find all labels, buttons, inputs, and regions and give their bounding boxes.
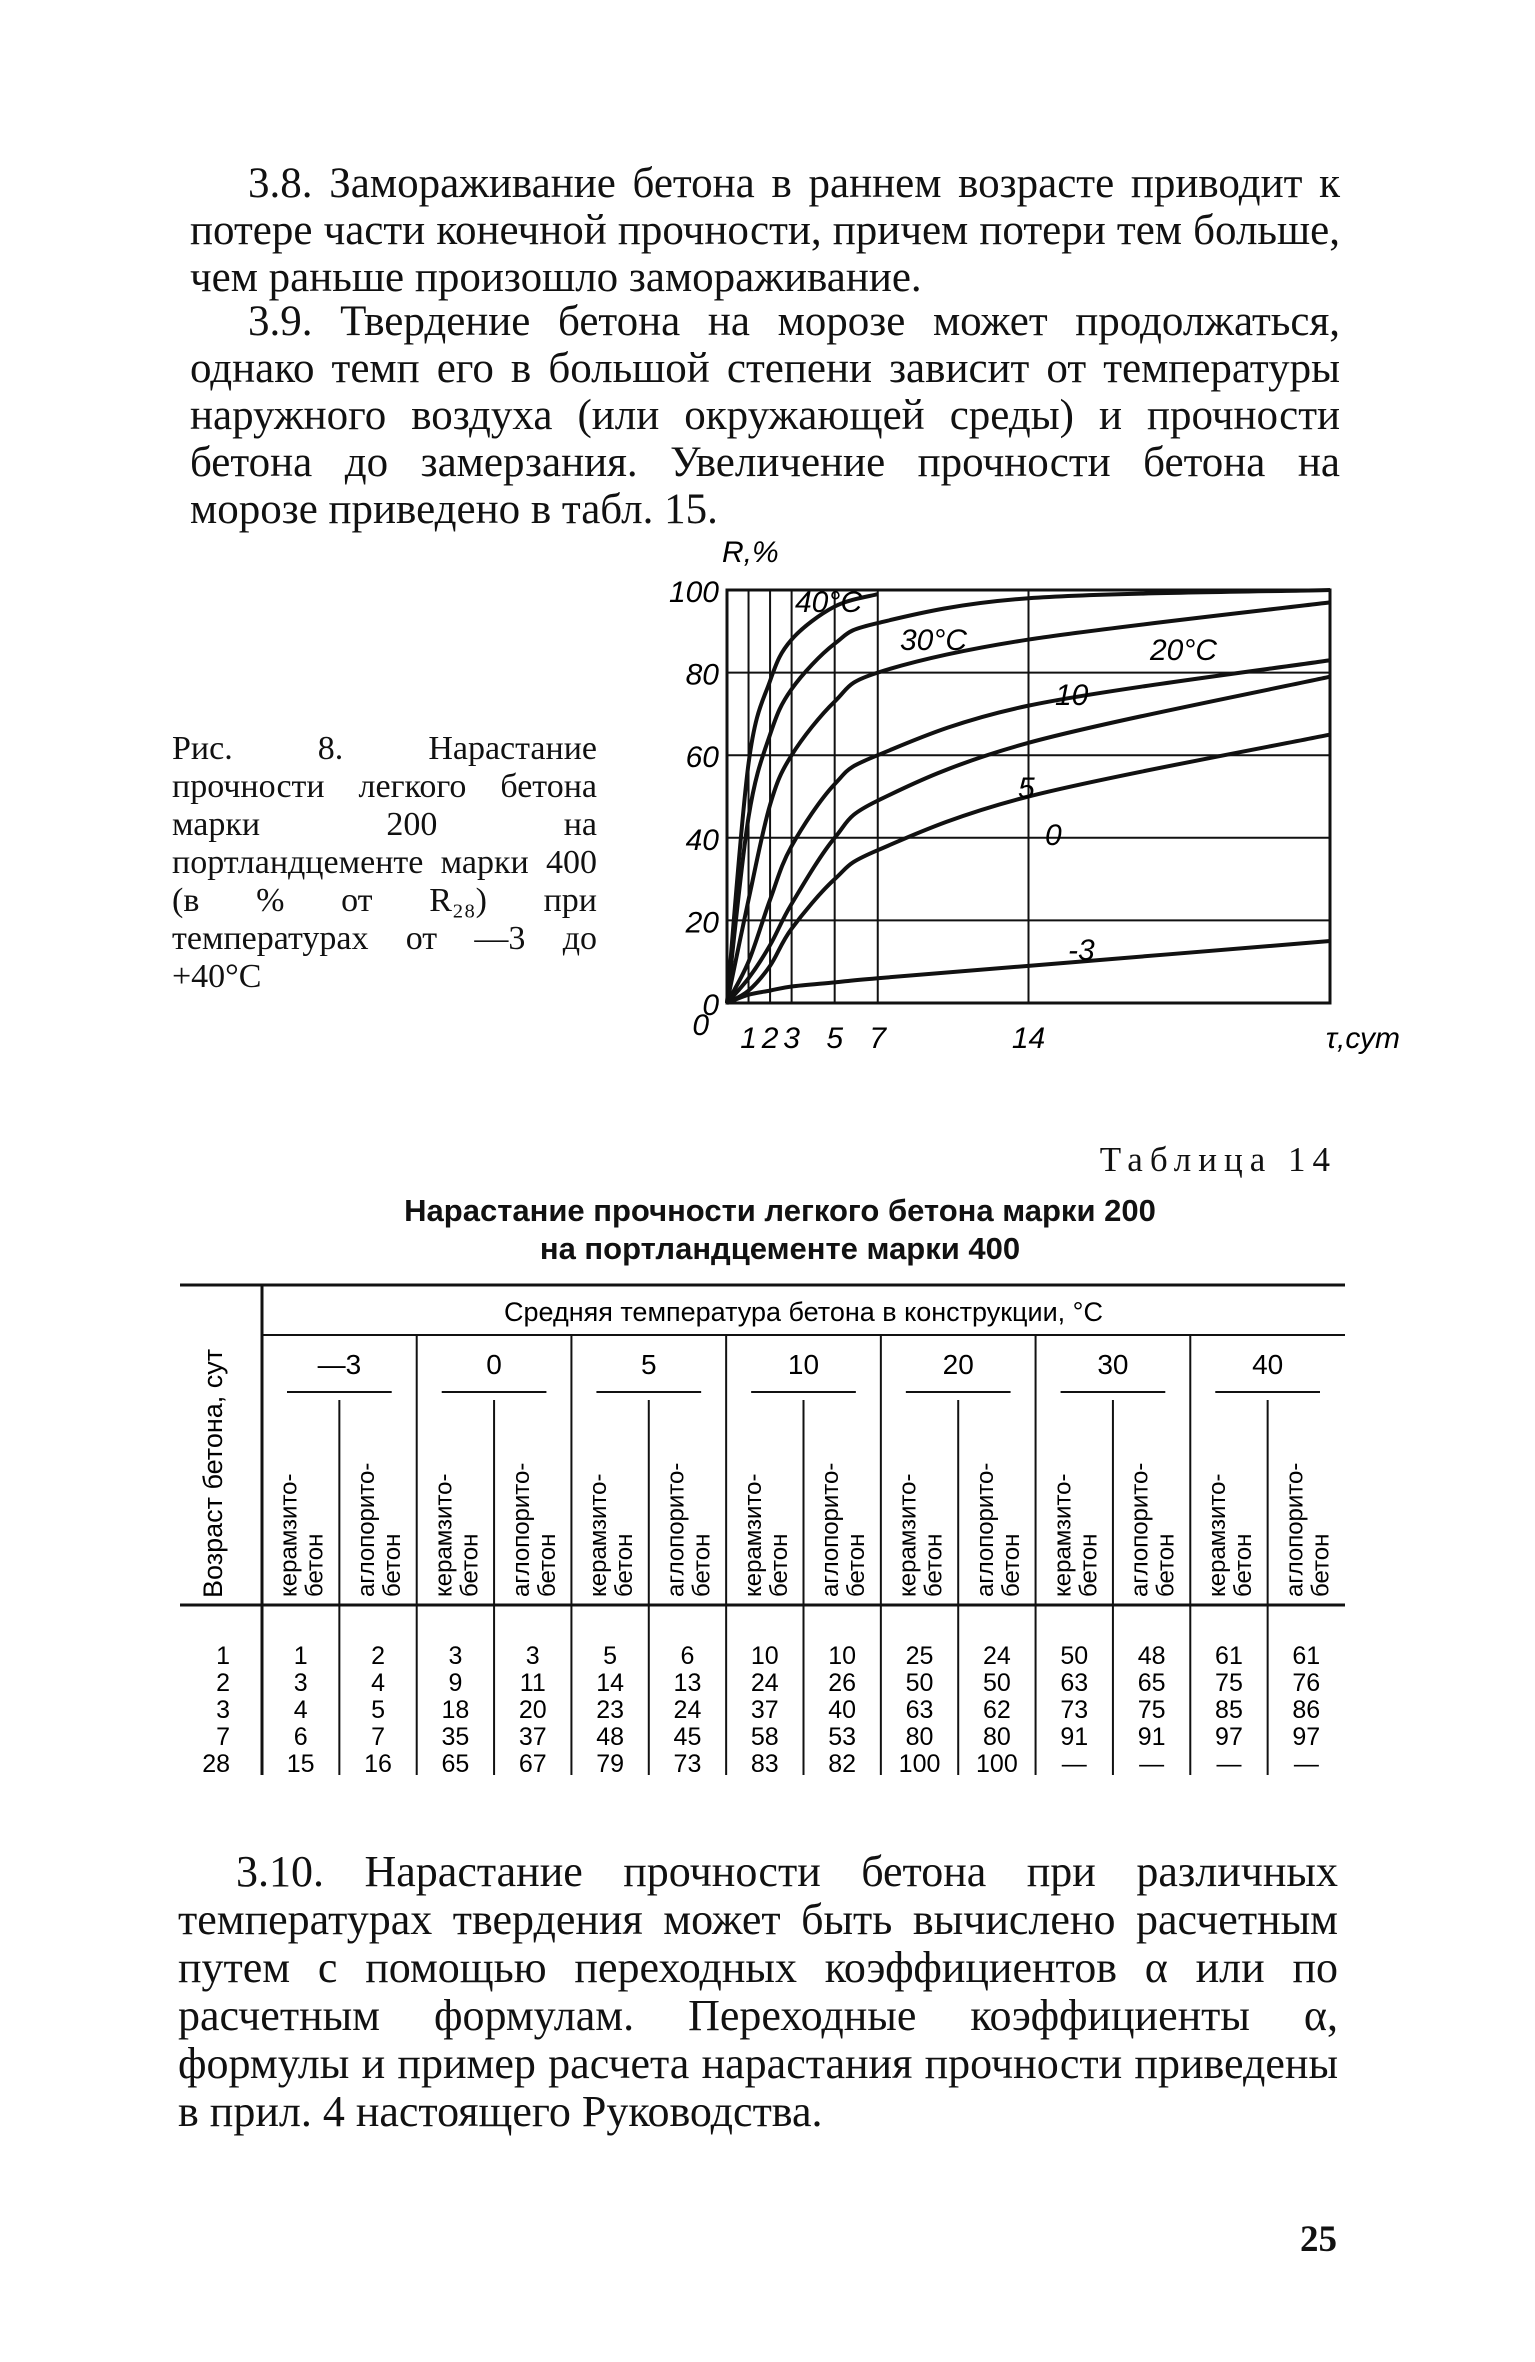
table-cell: 11 <box>519 1669 546 1697</box>
table-cell: — <box>1216 1750 1242 1778</box>
subheader-line2: бетон <box>301 1533 329 1597</box>
table-title-line2: на портландцементе марки 400 <box>539 1231 1021 1266</box>
table-cell: 67 <box>518 1750 547 1778</box>
table-cell: 80 <box>982 1723 1011 1751</box>
subheader-line2: бетон <box>456 1533 484 1597</box>
temp-value: 30 <box>1097 1349 1129 1380</box>
table-cell: 37 <box>750 1696 779 1724</box>
table-cell: 35 <box>441 1723 470 1751</box>
age-cell: 3 <box>216 1696 230 1724</box>
table-cell: 75 <box>1137 1696 1166 1724</box>
table-cell: 6 <box>680 1642 695 1670</box>
table-cell: 61 <box>1292 1642 1321 1670</box>
table-cell: 3 <box>293 1669 308 1697</box>
table-cell: 15 <box>286 1750 315 1778</box>
paragraph-3-10: 3.10. Нарастание прочности бетона при различных температурах твердения может быть вычислено расчетным путем с помощью переходных коэффициентов α или по расчетным формулам. Переходные коэффициенты α, формулы и пример расчета нарастания прочности приведены в прил. 4 настоящего Руководства. <box>178 1847 1338 2136</box>
subheader-line2: бетон <box>920 1533 948 1597</box>
table-cell: 50 <box>982 1669 1011 1697</box>
table-cell: — <box>1139 1750 1165 1778</box>
age-cell: 2 <box>216 1669 230 1697</box>
table-cell: 100 <box>976 1750 1018 1778</box>
curve-label: 30°С <box>900 624 968 657</box>
y-axis-label: R,% <box>722 536 779 569</box>
temp-value: 10 <box>787 1349 820 1380</box>
page-number: 25 <box>1300 2219 1337 2260</box>
table-cell: 73 <box>1060 1696 1089 1724</box>
table-cell: 76 <box>1292 1669 1321 1697</box>
table-cell: 80 <box>905 1723 934 1751</box>
table-cell: 62 <box>982 1696 1011 1724</box>
y-tick-label: 40 <box>685 823 719 857</box>
table-cell: 91 <box>1137 1723 1166 1751</box>
age-cell: 28 <box>202 1750 230 1778</box>
table-cell: 4 <box>371 1669 385 1697</box>
table-cell: 14 <box>596 1669 625 1697</box>
table-cell: 20 <box>518 1696 547 1724</box>
subheader-line1: аглопорито- <box>662 1462 690 1597</box>
subheader-line2: бетон <box>843 1533 871 1597</box>
table-cell: 65 <box>1137 1669 1166 1697</box>
y-tick-label: 100 <box>668 576 719 609</box>
x-tick-label: 1 <box>740 1022 757 1055</box>
figure-caption: Рис. 8. Нарастание прочности легкого бетона марки 200 на портландцементе марки 400 (в % от R₂₈) при температурах от —3 до +40°С <box>172 730 597 995</box>
temp-value: 20 <box>942 1349 974 1380</box>
temp-header: Средняя температура бетона в конструкции, °С <box>504 1297 1103 1327</box>
subheader-line1: аглопорито- <box>971 1462 999 1597</box>
subheader-line1: керамзито- <box>585 1473 613 1597</box>
table-cell: 4 <box>293 1696 308 1724</box>
table-cell: 10 <box>828 1642 857 1670</box>
y-tick-label: 60 <box>685 741 719 775</box>
table-cell: 18 <box>441 1696 470 1724</box>
subheader-line1: аглопорито- <box>353 1462 381 1597</box>
table-cell: 50 <box>1060 1642 1089 1670</box>
paragraph-3-8: 3.8. Замораживание бетона в раннем возрасте приводит к потере части конечной прочности, причем потери тем больше, чем раньше произошло замораживание. <box>190 160 1340 301</box>
table-cell: 3 <box>448 1642 463 1670</box>
table-cell: 9 <box>448 1669 463 1697</box>
subheader-line2: бетон <box>1307 1533 1335 1597</box>
table-cell: — <box>1293 1750 1319 1778</box>
table-cell: 86 <box>1292 1696 1321 1724</box>
table-number: Таблица 14 <box>1099 1140 1337 1179</box>
table-cell: 5 <box>371 1696 385 1724</box>
temp-value: 5 <box>640 1349 657 1380</box>
subheader-line2: бетон <box>1075 1533 1103 1597</box>
subheader-line1: керамзито- <box>1049 1473 1077 1597</box>
table-cell: 6 <box>293 1723 308 1751</box>
table-cell: 63 <box>905 1696 934 1724</box>
table-cell: 13 <box>673 1669 702 1697</box>
age-header: Возраст бетона, сут <box>198 1348 228 1598</box>
table-cell: 100 <box>898 1750 941 1778</box>
curve-label: 20°С <box>1150 634 1218 667</box>
x-tick-label: 14 <box>1011 1022 1046 1055</box>
table-cell: 82 <box>828 1750 857 1778</box>
origin-label: 0 <box>692 1009 709 1042</box>
subheader-line2: бетон <box>1229 1533 1257 1597</box>
x-axis-label: τ,сут <box>1325 1022 1400 1055</box>
table-cell: 97 <box>1292 1723 1321 1751</box>
curve-label: 5 <box>1018 772 1035 805</box>
x-tick-label: 2 <box>761 1022 779 1055</box>
x-tick-label: 7 <box>869 1022 887 1055</box>
table-cell: 83 <box>750 1750 779 1778</box>
table-cell: 58 <box>750 1723 779 1751</box>
subheader-line2: бетон <box>379 1533 407 1597</box>
subheader-line1: аглопорито- <box>1126 1462 1154 1597</box>
table-cell: 91 <box>1060 1723 1089 1751</box>
table-cell: 75 <box>1215 1669 1243 1697</box>
table-cell: 65 <box>441 1750 470 1778</box>
subheader-line1: керамзито- <box>275 1473 303 1597</box>
table-cell: 37 <box>518 1723 547 1751</box>
table-cell: 61 <box>1215 1642 1243 1670</box>
table-cell: 45 <box>673 1723 702 1751</box>
table-cell: 85 <box>1215 1696 1243 1724</box>
subheader-line1: керамзито- <box>1203 1473 1231 1597</box>
x-tick-label: 3 <box>783 1022 800 1055</box>
subheader-line1: керамзито- <box>430 1473 458 1597</box>
table-cell: 48 <box>596 1723 625 1751</box>
subheader-line2: бетон <box>688 1533 716 1597</box>
curve-label: 10 <box>1055 679 1089 712</box>
table-cell: 24 <box>673 1696 702 1724</box>
paragraph-3-9: 3.9. Твердение бетона на морозе может продолжаться, однако темп его в большой степени зависит от температуры наружного воздуха (или окружающей среды) и прочности бетона до замерзания. Увеличение прочности бетона на морозе приведено в табл. 15. <box>190 298 1340 533</box>
table-cell: 97 <box>1215 1723 1243 1751</box>
subheader-line1: керамзито- <box>894 1473 922 1597</box>
table-title-line1: Нарастание прочности легкого бетона марки 200 <box>404 1193 1156 1228</box>
subheader-line2: бетон <box>765 1533 793 1597</box>
y-tick-label: 80 <box>685 658 719 692</box>
table-cell: 5 <box>603 1642 618 1670</box>
temp-value: 0 <box>486 1349 502 1380</box>
table-cell: 53 <box>828 1723 857 1751</box>
table-cell: 23 <box>596 1696 625 1724</box>
table-cell: 1 <box>293 1642 308 1670</box>
y-tick-label: 0 <box>702 989 719 1022</box>
table-cell: 25 <box>905 1642 934 1670</box>
table-cell: 16 <box>364 1750 392 1778</box>
curve-label: -3 <box>1068 934 1095 967</box>
subheader-line2: бетон <box>533 1533 561 1597</box>
table-cell: 48 <box>1137 1642 1166 1670</box>
age-cell: 1 <box>216 1642 230 1670</box>
subheader-line2: бетон <box>997 1533 1025 1597</box>
table-cell: 63 <box>1060 1669 1089 1697</box>
table-cell: 40 <box>828 1696 857 1724</box>
table-cell: 24 <box>982 1642 1011 1670</box>
table-cell: 24 <box>750 1669 779 1697</box>
x-tick-label: 5 <box>826 1022 844 1055</box>
y-tick-label: 20 <box>685 906 719 940</box>
subheader-line1: керамзито- <box>739 1473 767 1597</box>
table-cell: 79 <box>596 1750 625 1778</box>
subheader-line2: бетон <box>611 1533 639 1597</box>
subheader-line1: аглопорито- <box>1281 1462 1309 1597</box>
table-cell: 2 <box>371 1642 385 1670</box>
subheader-line2: бетон <box>1152 1533 1180 1597</box>
table-cell: 50 <box>905 1669 934 1697</box>
table-cell: 10 <box>750 1642 779 1670</box>
subheader-line1: аглопорито- <box>817 1462 845 1597</box>
subheader-line1: аглопорито- <box>507 1462 535 1597</box>
table-cell: 7 <box>371 1723 385 1751</box>
curve-label: 40°С <box>795 586 863 619</box>
table-cell: 26 <box>828 1669 857 1697</box>
table-cell: 3 <box>525 1642 540 1670</box>
table-cell: — <box>1061 1750 1087 1778</box>
temp-value: 40 <box>1252 1349 1284 1380</box>
table-cell: 73 <box>673 1750 702 1778</box>
curve-label: 0 <box>1045 819 1062 852</box>
age-cell: 7 <box>216 1723 230 1751</box>
temp-value: —3 <box>317 1349 362 1380</box>
